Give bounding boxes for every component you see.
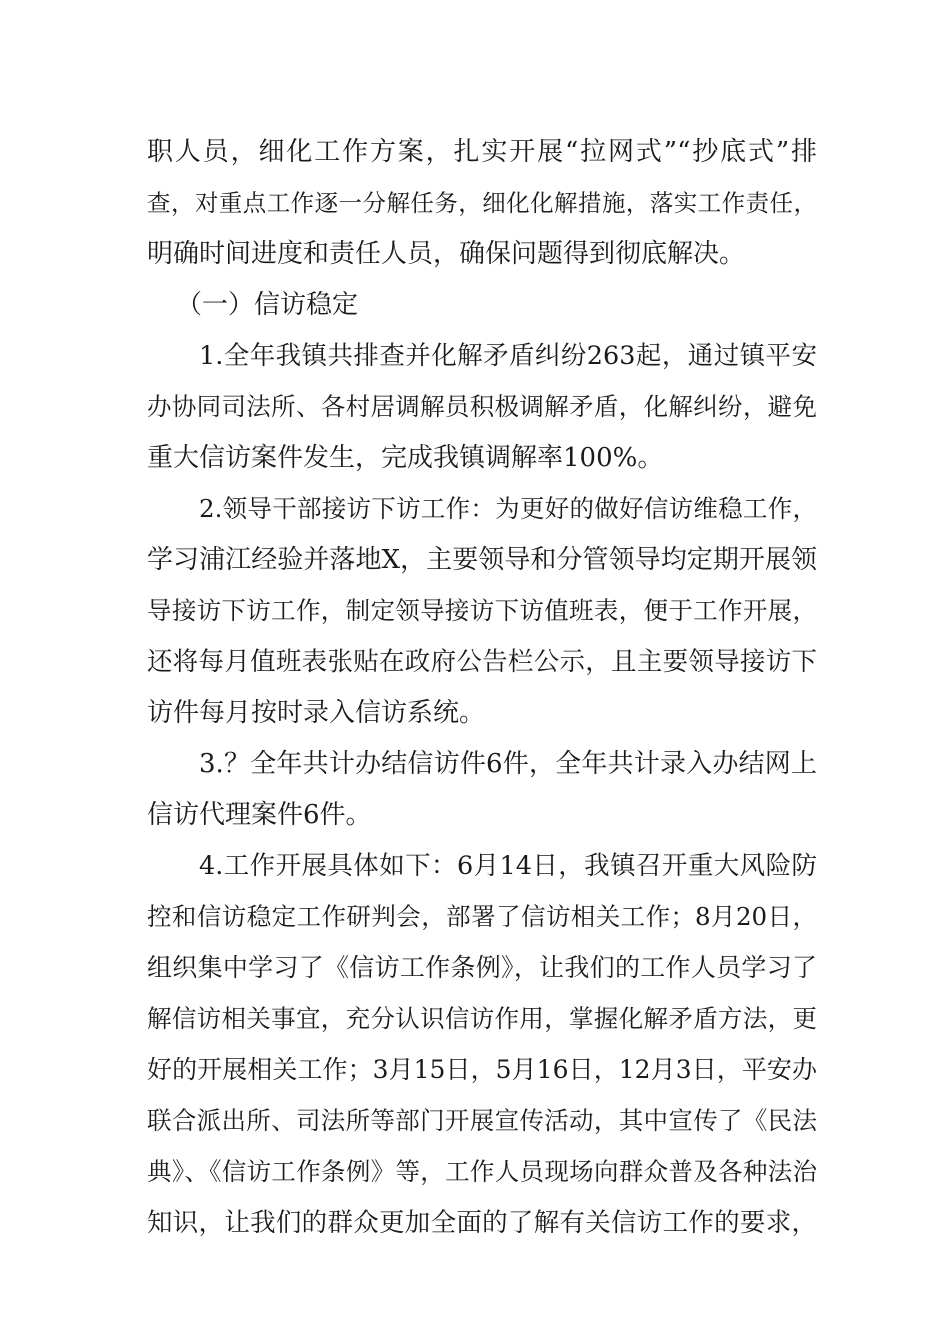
text-line: 学习浦江经验并落地X，主要领导和分管领导均定期开展领 <box>147 545 817 575</box>
text-line: 访件每月按时录入信访系统。 <box>147 698 486 728</box>
text-line: 信访代理案件6件。 <box>147 800 372 830</box>
text-line: 控和信访稳定工作研判会，部署了信访相关工作；8月20日， <box>147 902 817 931</box>
text-line: 联合派出所、司法所等部门开展宣传活动，其中宣传了《民法 <box>147 1106 817 1135</box>
text-line: 典》、《信访工作条例》等，工作人员现场向群众普及各种法治 <box>147 1157 817 1186</box>
text-line: 1.全年我镇共排查并化解矛盾纠纷263起，通过镇平安 <box>199 341 817 371</box>
text-line: 4.工作开展具体如下：6月14日，我镇召开重大风险防 <box>199 851 817 881</box>
text-line: 2.领导干部接访下访工作：为更好的做好信访维稳工作， <box>199 494 817 523</box>
text-line: 解信访相关事宜，充分认识信访作用，掌握化解矛盾方法，更 <box>147 1004 817 1033</box>
text-line: 明确时间进度和责任人员，确保问题得到彻底解决。 <box>147 239 746 269</box>
text-line: 导接访下访工作，制定领导接访下访值班表，便于工作开展， <box>147 596 817 625</box>
text-line: 查，对重点工作逐一分解任务，细化化解措施，落实工作责任， <box>147 189 817 217</box>
text-line: 还将每月值班表张贴在政府公告栏公示，且主要领导接访下 <box>147 647 817 677</box>
text-line: 办协同司法所、各村居调解员积极调解矛盾，化解纠纷，避免 <box>147 392 817 421</box>
text-line: 组织集中学习了《信访工作条例》，让我们的工作人员学习了 <box>147 953 817 982</box>
text-line: 知识，让我们的群众更加全面的了解有关信访工作的要求， <box>147 1208 817 1238</box>
text-line: 3.？全年共计办结信访件6件，全年共计录入办结网上 <box>199 749 817 779</box>
section-heading: （一）信访稳定 <box>176 290 359 320</box>
text-line: 职人员，细化工作方案，扎实开展“拉网式”“抄底式”排 <box>147 137 817 167</box>
text-line: 好的开展相关工作；3月15日，5月16日，12月3日，平安办 <box>147 1055 817 1084</box>
text-line: 重大信访案件发生，完成我镇调解率100%。 <box>147 443 664 473</box>
